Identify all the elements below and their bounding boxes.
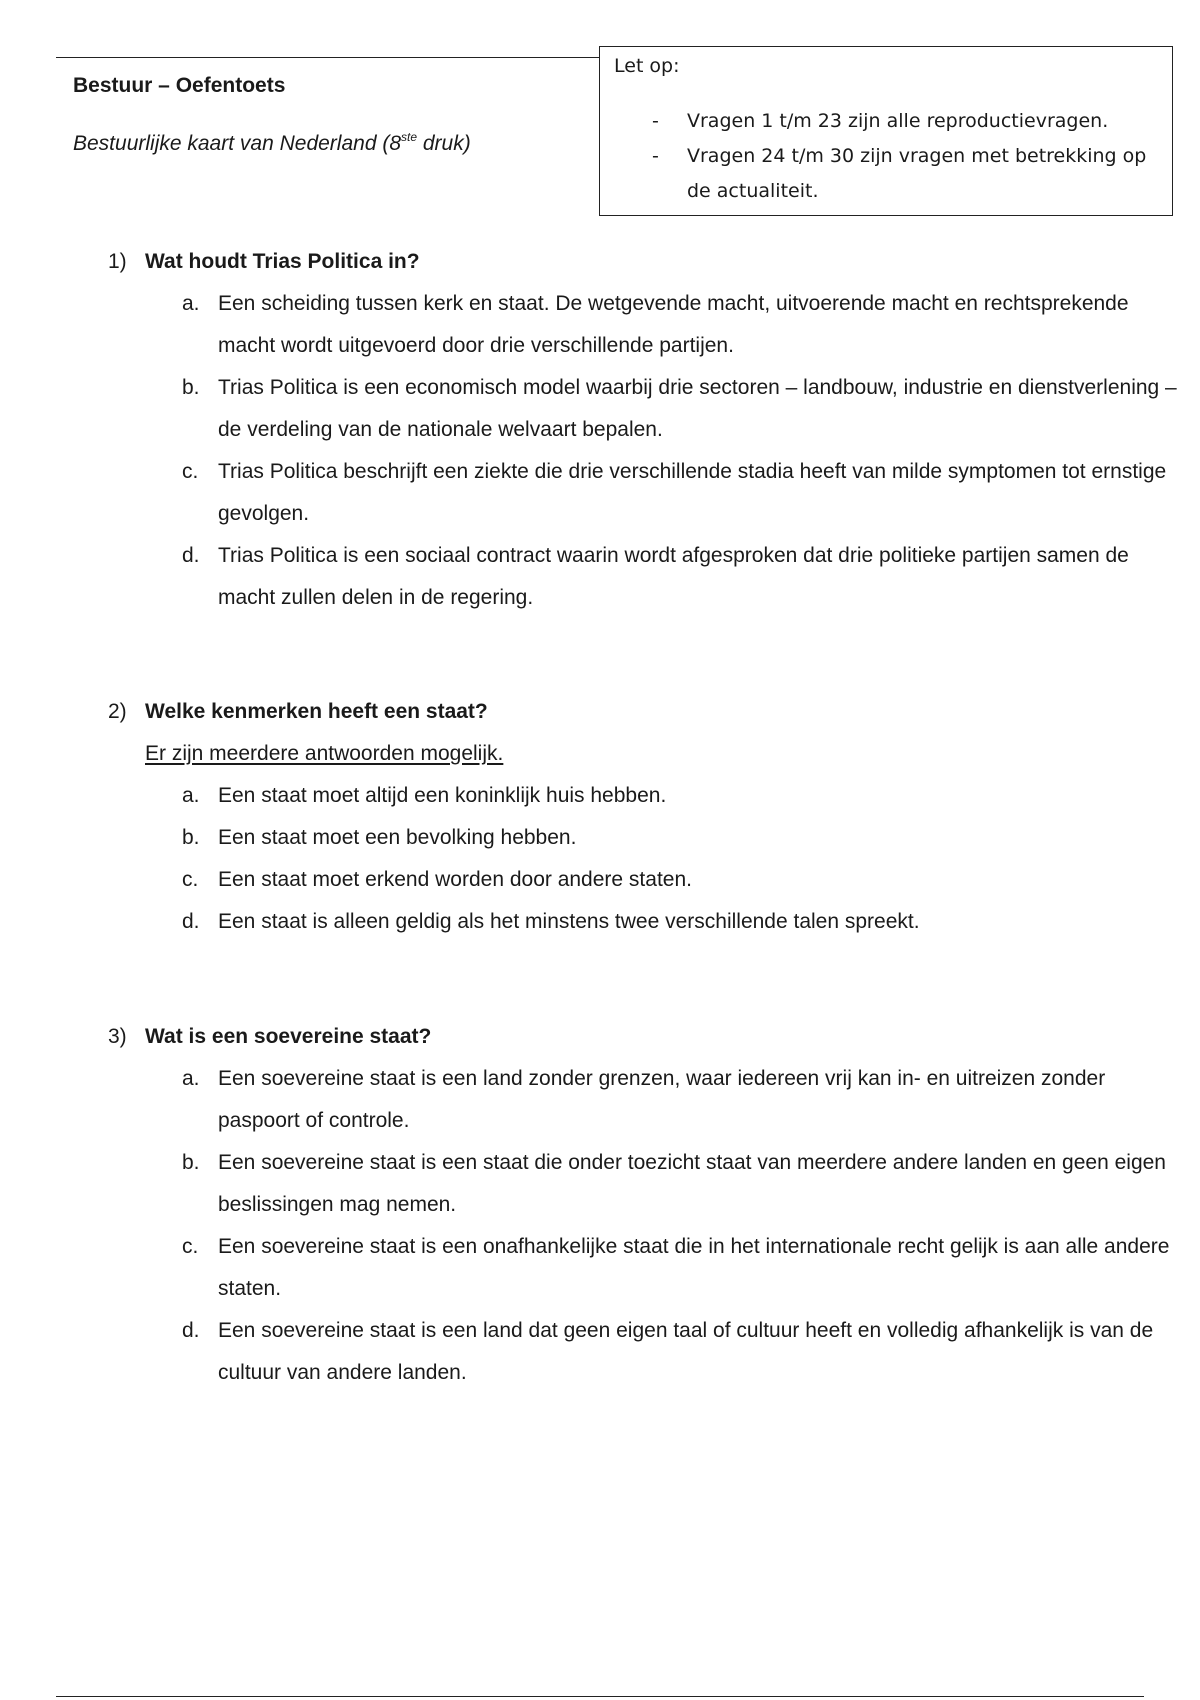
notice-item: - Vragen 1 t/m 23 zijn alle reproductievragen. (600, 104, 1157, 139)
option-text: Trias Politica is een sociaal contract waarin wordt afgesproken dat drie politieke partijen samen de macht zullen delen in de regering. (218, 544, 1129, 609)
option-text: Een soevereine staat is een land zonder grenzen, waar iedereen vrij kan in- en uitreizen zonder paspoort of controle. (218, 1067, 1106, 1132)
option-letter: d. (182, 910, 200, 933)
answer-option[interactable] (108, 1310, 1178, 1394)
option-text: Een soevereine staat is een onafhankelijke staat die in het internationale recht gelijk is aan alle andere staten. (218, 1235, 1170, 1300)
subtitle-text: Bestuurlijke kaart van Nederland (8 (73, 132, 402, 155)
option-text: Een soevereine staat is een land dat geen eigen taal of cultuur heeft en volledig afhankelijk is van de cultuur van andere landen. (218, 1319, 1154, 1384)
question-number: 1) (108, 250, 127, 273)
document-subtitle (73, 132, 471, 156)
question-text: Welke kenmerken heeft een staat? (145, 700, 488, 723)
option-letter: d. (182, 544, 200, 567)
option-text: Trias Politica beschrijft een ziekte die drie verschillende stadia heeft van milde symptomen tot ernstige gevolgen. (218, 460, 1167, 525)
option-letter: b. (182, 826, 200, 849)
option-letter: a. (182, 292, 200, 315)
option-text: Een staat moet een bevolking hebben. (218, 826, 577, 849)
notice-box (599, 46, 1173, 216)
question-note: Er zijn meerdere antwoorden mogelijk. (145, 742, 504, 765)
option-letter: d. (182, 1319, 200, 1342)
header-rule (56, 57, 599, 58)
answer-options (108, 1058, 1178, 1394)
notice-list (600, 104, 1157, 209)
option-letter: c. (182, 868, 199, 891)
notice-item: - Vragen 24 t/m 30 zijn vragen met betrekking op de actualiteit. (600, 139, 1157, 209)
option-letter: c. (182, 460, 199, 483)
option-text: Een staat moet altijd een koninklijk huis hebben. (218, 784, 667, 807)
option-text: Een scheiding tussen kerk en staat. De wetgevende macht, uitvoerende macht en rechtsprekende macht wordt uitgevoerd door drie verschillende partijen. (218, 292, 1129, 357)
answer-option[interactable] (108, 1226, 1178, 1310)
answer-option[interactable] (108, 283, 1178, 367)
question-1 (108, 241, 1178, 619)
answer-options (108, 775, 1178, 943)
question-text: Wat houdt Trias Politica in? (145, 250, 420, 273)
option-text: Een soevereine staat is een staat die onder toezicht staat van meerdere andere landen en geen eigen beslissingen mag nemen. (218, 1151, 1166, 1216)
answer-option[interactable] (108, 775, 1178, 817)
answer-option[interactable] (108, 1058, 1178, 1142)
option-text: Een staat is alleen geldig als het minstens twee verschillende talen spreekt. (218, 910, 920, 933)
answer-option[interactable] (108, 535, 1178, 619)
question-heading (108, 241, 1178, 283)
question-2 (108, 691, 1178, 943)
answer-option[interactable] (108, 367, 1178, 451)
option-text: Trias Politica is een economisch model waarbij drie sectoren – landbouw, industrie en dienstverlening – de verdeling van de nationale welvaart bepalen. (218, 376, 1177, 441)
question-3 (108, 1016, 1178, 1394)
option-letter: a. (182, 1067, 200, 1090)
question-heading (108, 691, 1178, 733)
answer-option[interactable] (108, 1142, 1178, 1226)
answer-option[interactable] (108, 859, 1178, 901)
option-letter: a. (182, 784, 200, 807)
answer-option[interactable] (108, 817, 1178, 859)
subtitle-edition: druk) (417, 132, 471, 155)
notice-title: Let op: (614, 55, 680, 77)
option-letter: b. (182, 376, 200, 399)
question-heading (108, 1016, 1178, 1058)
answer-options (108, 283, 1178, 619)
answer-option[interactable] (108, 901, 1178, 943)
option-text: Een staat moet erkend worden door andere staten. (218, 868, 692, 891)
option-letter: b. (182, 1151, 200, 1174)
subtitle-superscript: ste (401, 130, 418, 144)
document-title: Bestuur – Oefentoets (73, 74, 286, 97)
question-number: 3) (108, 1025, 127, 1048)
question-number: 2) (108, 700, 127, 723)
footer-rule (56, 1696, 1144, 1697)
answer-option[interactable] (108, 451, 1178, 535)
question-text: Wat is een soevereine staat? (145, 1025, 432, 1048)
option-letter: c. (182, 1235, 199, 1258)
